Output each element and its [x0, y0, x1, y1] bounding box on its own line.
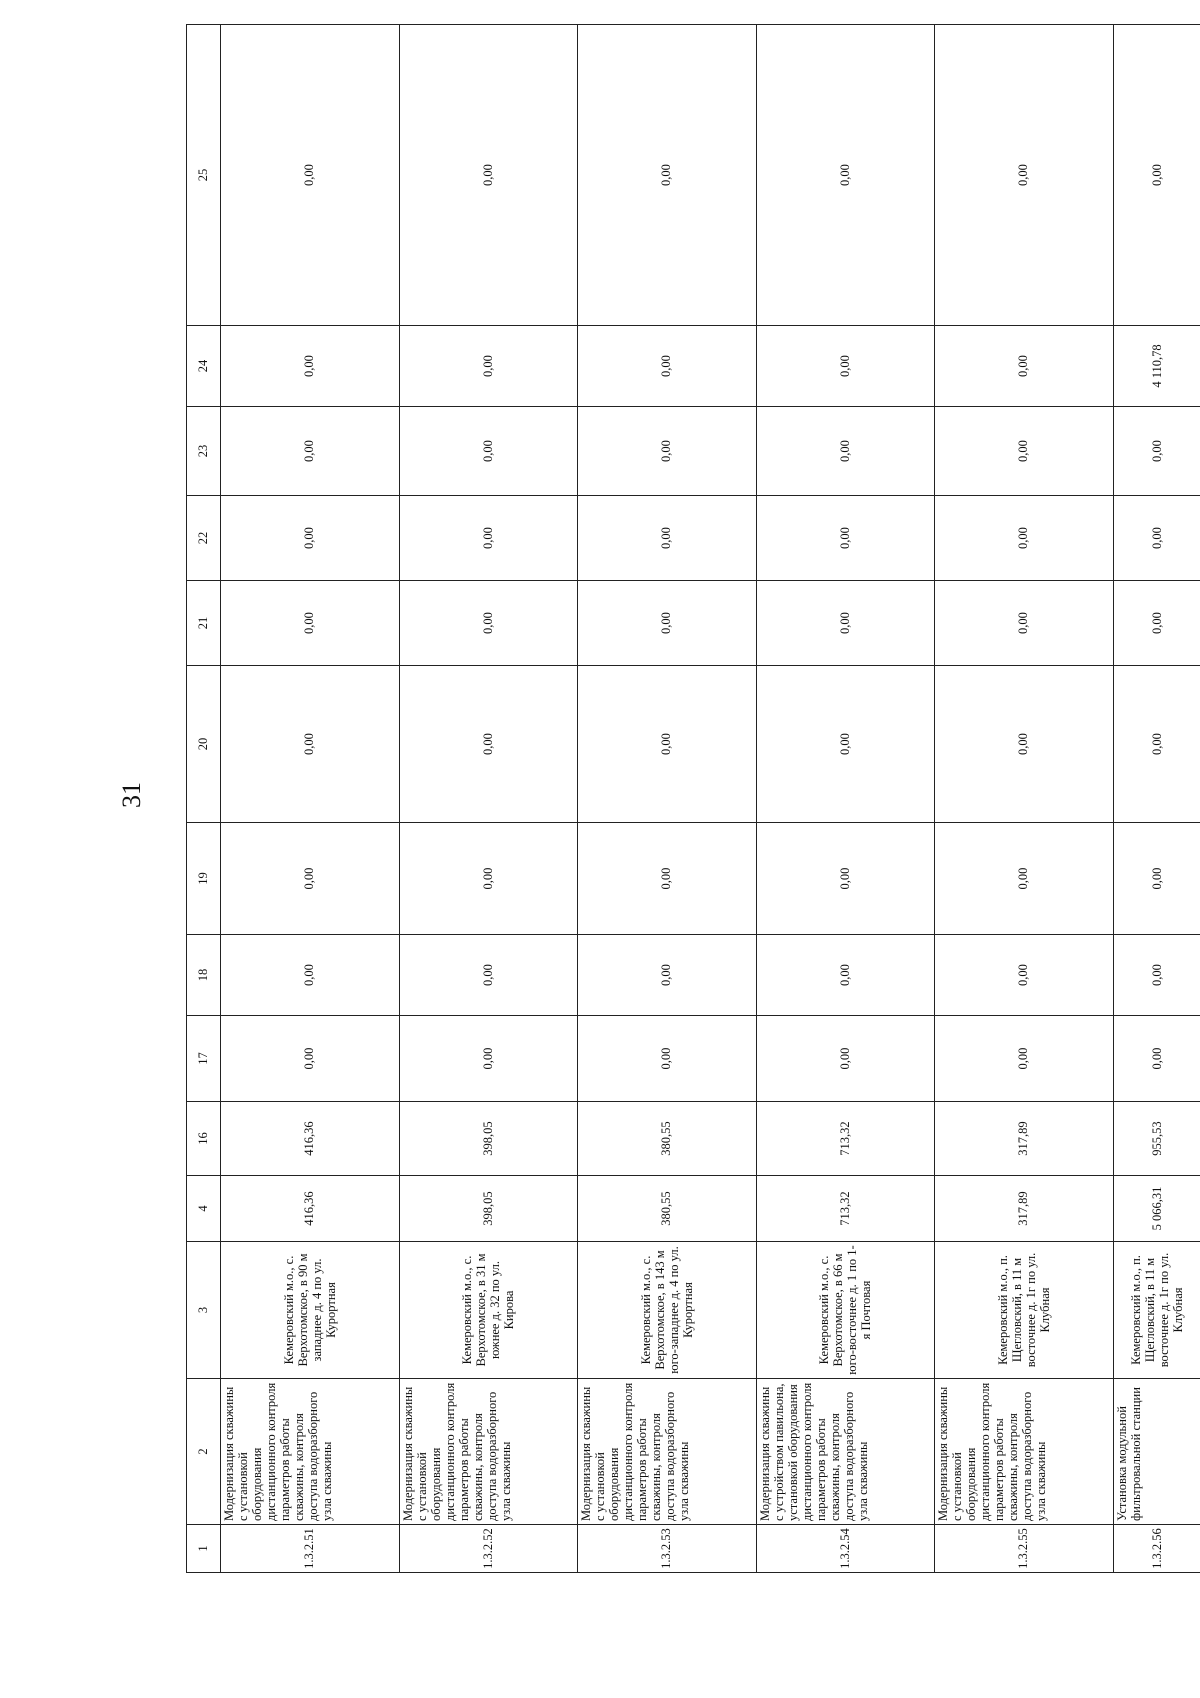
value-cell: 0,00	[221, 496, 400, 581]
value-cell: 4 110,78	[1113, 326, 1200, 407]
column-header: 16	[187, 1102, 221, 1176]
value-cell: 0,00	[578, 935, 757, 1016]
column-header: 22	[187, 496, 221, 581]
value-cell: 0,00	[756, 581, 935, 666]
value-cell: 0,00	[399, 496, 578, 581]
value-cell: 0,00	[935, 25, 1114, 326]
value-cell: 0,00	[756, 935, 935, 1016]
value-cell: 0,00	[1113, 25, 1200, 326]
value-cell: 0,00	[935, 1016, 1114, 1102]
column-header: 21	[187, 581, 221, 666]
table-row	[221, 25, 400, 1573]
row-id-cell: 1.3.2.54	[756, 1525, 935, 1573]
value-cell: 0,00	[756, 496, 935, 581]
rotated-table-wrapper	[186, 25, 1200, 1573]
value-cell: 0,00	[221, 935, 400, 1016]
column-header: 20	[187, 666, 221, 823]
value-cell: 0,00	[578, 823, 757, 935]
value-cell: 0,00	[578, 25, 757, 326]
work-name-cell: Модернизация скважины с установкой оборудования дистанционного контроля параметров работы скважины, контроля доступа водоразборного узла скважины	[578, 1379, 757, 1525]
value-cell: 5 066,31	[1113, 1176, 1200, 1242]
location-cell: Кемеровский м.о., с. Верхотомское, в 66 м юго-восточнее д. 1 по 1-я Почтовая	[756, 1242, 935, 1379]
value-cell: 0,00	[1113, 581, 1200, 666]
value-cell: 380,55	[578, 1102, 757, 1176]
value-cell: 0,00	[578, 407, 757, 496]
value-cell: 0,00	[1113, 823, 1200, 935]
value-cell: 0,00	[399, 25, 578, 326]
value-cell: 0,00	[221, 666, 400, 823]
value-cell: 713,32	[756, 1176, 935, 1242]
table-row	[578, 25, 757, 1573]
column-header: 24	[187, 326, 221, 407]
work-name-cell: Модернизация скважины с устройством павильона, установкой оборудования дистанционного контроля параметров работы скважины, контроля доступа водоразборного узла скважины	[756, 1379, 935, 1525]
value-cell: 0,00	[221, 407, 400, 496]
location-cell: Кемеровский м.о., п. Щегловский, в 11 м восточнее д. 1г по ул. Клубная	[935, 1242, 1114, 1379]
table-row	[1113, 25, 1200, 1573]
value-cell: 0,00	[935, 823, 1114, 935]
value-cell: 0,00	[1113, 407, 1200, 496]
location-cell: Кемеровский м.о., с. Верхотомское, в 31 м южнее д. 32 по ул. Кирова	[399, 1242, 578, 1379]
value-cell: 0,00	[578, 326, 757, 407]
value-cell: 398,05	[399, 1176, 578, 1242]
value-cell: 0,00	[756, 326, 935, 407]
table-body	[221, 25, 1200, 1573]
value-cell: 0,00	[399, 581, 578, 666]
location-cell: Кемеровский м.о., с. Верхотомское, в 143 м юго-западнее д. 4 по ул. Курортная	[578, 1242, 757, 1379]
column-header: 2	[187, 1379, 221, 1525]
column-header: 19	[187, 823, 221, 935]
value-cell: 713,32	[756, 1102, 935, 1176]
column-header: 17	[187, 1016, 221, 1102]
data-table	[186, 24, 1200, 1573]
value-cell: 0,00	[935, 326, 1114, 407]
value-cell: 955,53	[1113, 1102, 1200, 1176]
value-cell: 0,00	[399, 823, 578, 935]
value-cell: 0,00	[756, 823, 935, 935]
value-cell: 398,05	[399, 1102, 578, 1176]
row-id-cell: 1.3.2.51	[221, 1525, 400, 1573]
value-cell: 0,00	[221, 823, 400, 935]
value-cell: 0,00	[756, 407, 935, 496]
row-id-cell: 1.3.2.52	[399, 1525, 578, 1573]
column-header: 3	[187, 1242, 221, 1379]
table-row	[399, 25, 578, 1573]
value-cell: 0,00	[1113, 1016, 1200, 1102]
value-cell: 0,00	[935, 666, 1114, 823]
row-id-cell: 1.3.2.55	[935, 1525, 1114, 1573]
row-id-cell: 1.3.2.53	[578, 1525, 757, 1573]
work-name-cell: Установка модульной фильтровальной станции	[1113, 1379, 1200, 1525]
work-name-cell: Модернизация скважины с установкой оборудования дистанционного контроля параметров работы скважины, контроля доступа водоразборного узла скважины	[399, 1379, 578, 1525]
value-cell: 0,00	[221, 1016, 400, 1102]
value-cell: 0,00	[1113, 666, 1200, 823]
value-cell: 0,00	[578, 581, 757, 666]
value-cell: 0,00	[578, 666, 757, 823]
value-cell: 0,00	[399, 407, 578, 496]
column-header: 25	[187, 25, 221, 326]
value-cell: 0,00	[935, 935, 1114, 1016]
value-cell: 0,00	[756, 666, 935, 823]
column-header: 18	[187, 935, 221, 1016]
header-row	[187, 25, 221, 1573]
table-row	[756, 25, 935, 1573]
value-cell: 0,00	[399, 1016, 578, 1102]
value-cell: 0,00	[578, 1016, 757, 1102]
value-cell: 0,00	[578, 496, 757, 581]
value-cell: 0,00	[756, 25, 935, 326]
column-header: 4	[187, 1176, 221, 1242]
location-cell: Кемеровский м.о., с. Верхотомское, в 90 м западнее д. 4 по ул. Курортная	[221, 1242, 400, 1379]
value-cell: 0,00	[399, 326, 578, 407]
value-cell: 0,00	[935, 496, 1114, 581]
value-cell: 317,89	[935, 1102, 1114, 1176]
value-cell: 416,36	[221, 1176, 400, 1242]
value-cell: 0,00	[221, 581, 400, 666]
value-cell: 0,00	[1113, 935, 1200, 1016]
page-number: 31	[117, 782, 146, 808]
row-id-cell: 1.3.2.56	[1113, 1525, 1200, 1573]
value-cell: 0,00	[756, 1016, 935, 1102]
value-cell: 416,36	[221, 1102, 400, 1176]
value-cell: 0,00	[935, 581, 1114, 666]
value-cell: 380,55	[578, 1176, 757, 1242]
column-header: 23	[187, 407, 221, 496]
table-row	[935, 25, 1114, 1573]
value-cell: 0,00	[1113, 496, 1200, 581]
column-header: 1	[187, 1525, 221, 1573]
value-cell: 0,00	[399, 935, 578, 1016]
work-name-cell: Модернизация скважины с установкой оборудования дистанционного контроля параметров работы скважины, контроля доступа водоразборного узла скважины	[935, 1379, 1114, 1525]
location-cell: Кемеровский м.о., п. Щегловский, в 11 м восточнее д. 1г по ул. Клубная	[1113, 1242, 1200, 1379]
value-cell: 0,00	[399, 666, 578, 823]
value-cell: 0,00	[935, 407, 1114, 496]
value-cell: 0,00	[221, 326, 400, 407]
value-cell: 317,89	[935, 1176, 1114, 1242]
work-name-cell: Модернизация скважины с установкой оборудования дистанционного контроля параметров работы скважины, контроля доступа водоразборного узла скважины	[221, 1379, 400, 1525]
value-cell: 0,00	[221, 25, 400, 326]
